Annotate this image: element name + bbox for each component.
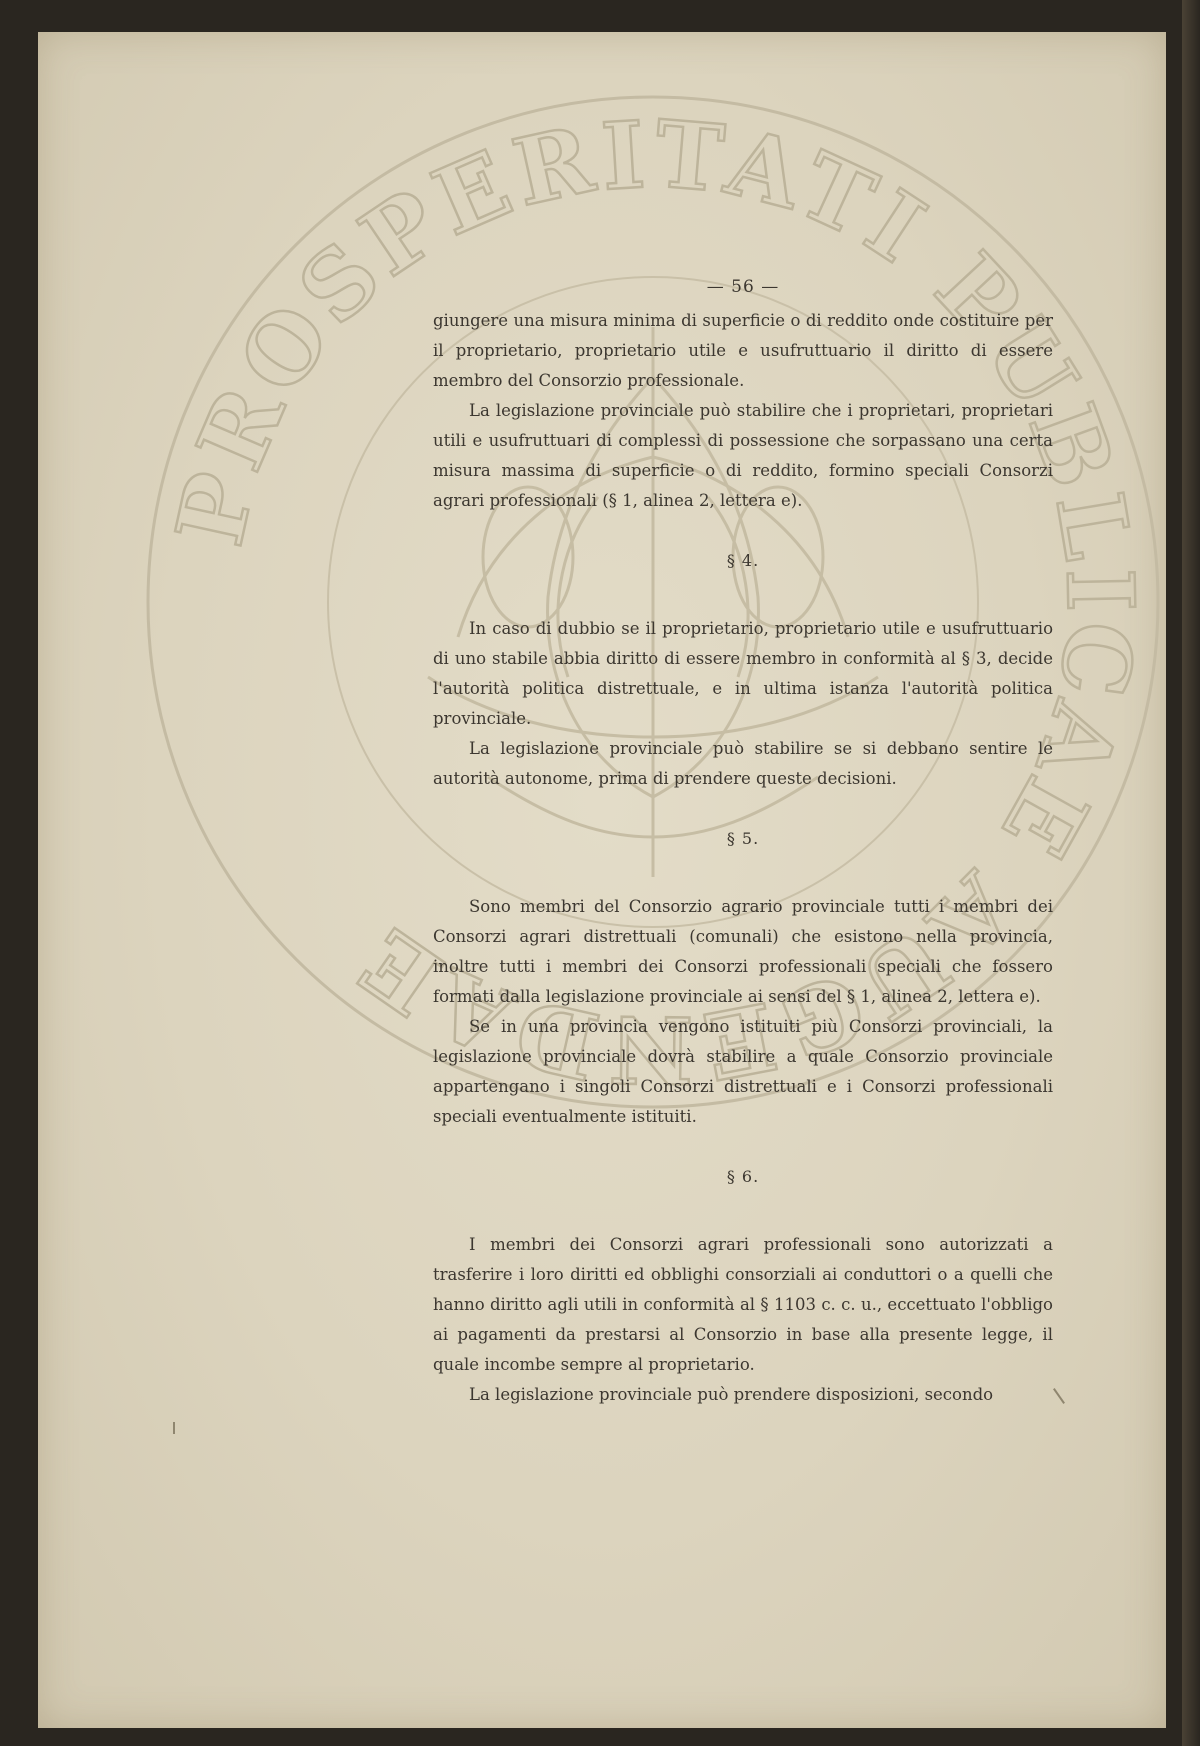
paper-mark — [1053, 1388, 1065, 1404]
paper-page — [38, 32, 1166, 1728]
section-heading: § 5. — [726, 829, 760, 848]
paragraph: Sono membri del Consorzio agrario provinciale tutti i membri dei Consorzi agrari distrettuali (comunali) che esistono nella provincia, inoltre tutti i membri dei Consorzi professionali speciali che fossero formati dalla legislazione provinciale ai sensi del § 1, alinea 2, lettera e). — [433, 897, 1053, 1006]
paper-mark — [173, 1422, 175, 1434]
paragraph: La legislazione provinciale può stabilire che i proprietari, proprietari utili e usufruttuari di complessi di possessione che sorpassano una certa misura massima di superficie o di reddito, formino speciali Consorzi agrari professionali (§ 1, alinea 2, lettera e). — [433, 401, 1053, 510]
page-number: — 56 — — [706, 277, 780, 297]
binding-edge — [1182, 0, 1200, 1746]
section-heading: § 4. — [726, 551, 760, 570]
paragraph: Se in una provincia vengono istituiti più Consorzi provinciali, la legislazione provinciale dovrà stabilire a quale Consorzio provinciale appartengano i singoli Consorzi distrettuali e i Consorzi professionali speciali eventualmente istituiti. — [433, 1017, 1053, 1126]
paragraph: La legislazione provinciale può prendere disposizioni, secondo — [469, 1385, 994, 1404]
section-heading: § 6. — [726, 1167, 760, 1186]
seal-inscription: PROSPERITATI PUBLICAE AUGENDAE — [155, 99, 1155, 1104]
paragraph: La legislazione provinciale può stabilire se si debbano sentire le autorità autonome, prima di prendere queste decisioni. — [433, 739, 1053, 788]
paragraph: In caso di dubbio se il proprietario, proprietario utile e usufruttuario di uno stabile abbia diritto di essere membro in conformità al § 3, decide l'autorità politica distrettuale, e in ultima istanza l'autorità politica provinciale. — [433, 619, 1053, 728]
paragraph: giungere una misura minima di superficie o di reddito onde costituire per il proprietario, proprietario utile e usufruttuario il diritto di essere membro del Consorzio professionale. — [433, 311, 1053, 390]
document-text — [433, 272, 1053, 1410]
paragraph: I membri dei Consorzi agrari professionali sono autorizzati a trasferire i loro diritti ed obblighi consorziali ai conduttori o a quelli che hanno diritto agli utili in conformità al § 1103 c. c. u., eccettuato l'obbligo ai pagamenti da prestarsi al Consorzio in base alla presente legge, il quale incombe sempre al proprietario. — [433, 1235, 1053, 1374]
